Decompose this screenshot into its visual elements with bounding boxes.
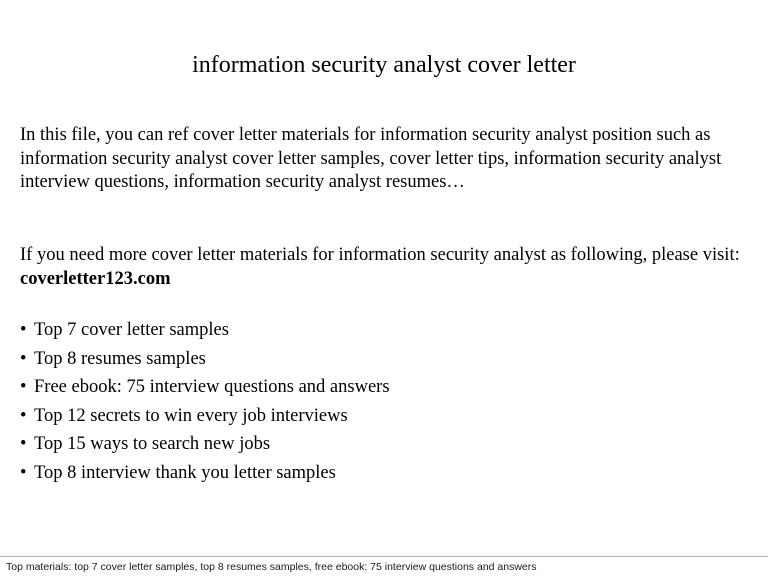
visit-paragraph [20, 244, 760, 291]
list-item-label: Top 8 interview thank you letter samples [34, 462, 336, 483]
list-item[interactable] [20, 430, 390, 459]
bullet-icon: • [20, 462, 27, 483]
bullet-icon: • [20, 348, 27, 369]
list-item-label: Top 12 secrets to win every job interviews [34, 405, 348, 426]
list-item[interactable] [20, 459, 390, 488]
list-item[interactable] [20, 345, 390, 374]
list-item-label: Top 15 ways to search new jobs [34, 434, 271, 454]
intro-paragraph: In this file, you can ref cover letter materials for information security analyst position such as information security analyst cover letter samples, cover letter tips, information security analyst interview questions, information security analyst resumes… [20, 125, 722, 192]
bullet-icon: • [20, 434, 27, 454]
bullet-icon: • [20, 377, 27, 397]
site-link[interactable]: coverletter123.com [20, 268, 171, 289]
bullet-icon: • [20, 320, 27, 340]
visit-text: If you need more cover letter materials for information security analyst as following, please visit: [20, 245, 740, 265]
materials-list [20, 316, 390, 487]
page-title: information security analyst cover letter [192, 52, 576, 78]
list-item[interactable] [20, 402, 390, 431]
bullet-icon: • [20, 405, 27, 426]
list-item-label: Top 7 cover letter samples [34, 320, 229, 340]
list-item-label: Top 8 resumes samples [34, 348, 206, 369]
list-item-label: Free ebook: 75 interview questions and answers [34, 377, 390, 397]
list-item[interactable] [20, 373, 390, 402]
list-item[interactable] [20, 316, 390, 345]
footer-bar: Top materials: top 7 cover letter samples, top 8 resumes samples, free ebook: 75 interview questions and answers [0, 556, 768, 576]
